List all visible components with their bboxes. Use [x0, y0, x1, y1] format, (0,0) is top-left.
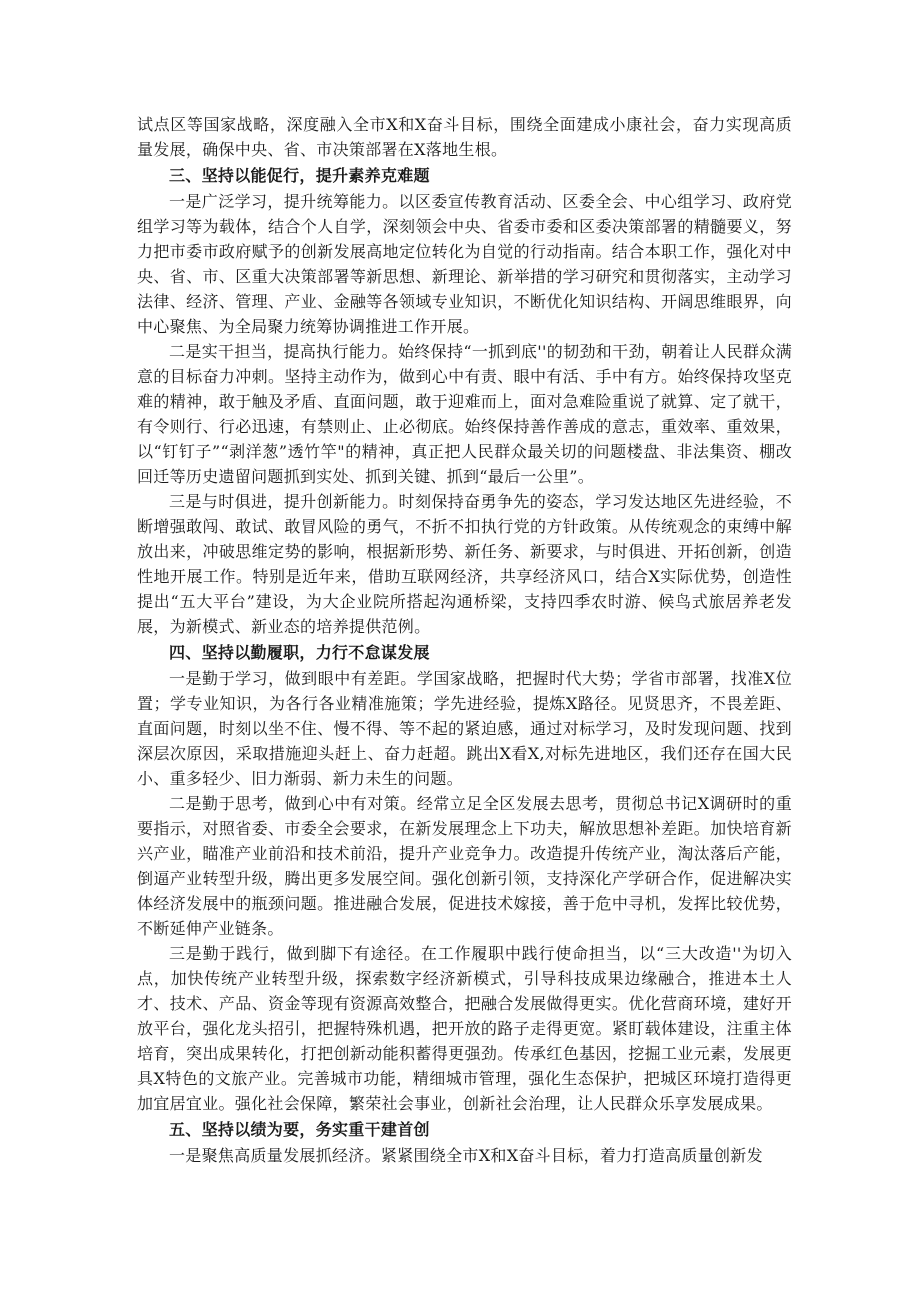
document-page	[137, 112, 792, 1168]
paragraph-5-1: 一是聚焦高质量发展抓经济。紧紧围绕全市X和X奋斗目标，着力打造高质量创新发	[169, 1146, 763, 1165]
section-heading-3: 三、坚持以能促行，提升素养克难题	[169, 166, 430, 185]
paragraph-4-1: 一是勤于学习，做到眼中有差距。学国家战略，把握时代大势；学省市部署，找准X位置；学专业知识，为各行各业精准施策；学先进经验，提炼X路径。见贤思齐，不畏差距、直面问题，时刻以坐不住、慢不得、等不起的紧迫感，通过对标学习，及时发现问题、找到深层次原因，采取措施迎头赶上、奋力赶超。跳出X看X,对标先进地区，我们还存在国大民小、重多轻少、旧力渐弱、新力未生的问题。	[137, 669, 792, 788]
section-heading-5: 五、坚持以绩为要，务实重干建首创	[169, 1120, 430, 1139]
paragraph-3-3: 三是与时俱进，提升创新能力。时刻保持奋勇争先的姿态，学习发达地区先进经验，不断增强敢闯、敢试、敢冒风险的勇气，不折不扣执行党的方针政策。从传统观念的束缚中解放出来，冲破思维定势的影响，根据新形势、新任务、新要求，与时俱进、开拓创新，创造性地开展工作。特别是近年来，借助互联网经济，共享经济风口，结合X实际优势，创造性提出“五大平台”建设，为大企业院所搭起沟通桥梁，支持四季农时游、候鸟式旅居养老发展，为新模式、新业态的培养提供范例。	[137, 492, 792, 636]
paragraph-3-2: 二是实干担当，提高执行能力。始终保持“一抓到底''的韧劲和干劲，朝着让人民群众满意的目标奋力冲刺。坚持主动作为，做到心中有责、眼中有活、手中有方。始终保持攻坚克难的精神，敢于触及矛盾、直面问题，敢于迎难而上，面对急难险重说了就算、定了就干，有令则行、行必迅速，有禁则止、止必彻底。始终保持善作善成的意志，重效率、重效果，以“钉钉子”“剥洋葱”透竹竿"的精神，真正把人民群众最关切的问题楼盘、非法集资、棚改回迁等历史遗留问题抓到实处、抓到关键、抓到“最后一公里”。	[137, 342, 792, 486]
paragraph-3-1: 一是广泛学习，提升统筹能力。以区委宣传教育活动、区委全会、中心组学习、政府党组学习等为载体，结合个人自学，深刻领会中央、省委市委和区委决策部署的精髓要义，努力把市委市政府赋予的创新发展高地定位转化为自觉的行动指南。结合本职工作，强化对中央、省、市、区重大决策部署等新思想、新理论、新举措的学习研究和贯彻落实，主动学习法律、经济、管理、产业、金融等各领域专业知识，不断优化知识结构、开阔思维眼界，向中心聚焦、为全局聚力统筹协调推进工作开展。	[137, 192, 792, 336]
paragraph-4-2: 二是勤于思考，做到心中有对策。经常立足全区发展去思考，贯彻总书记X调研时的重要指示，对照省委、市委全会要求，在新发展理念上下功夫，解放思想补差距。加快培育新兴产业，瞄准产业前沿和技术前沿，提升产业竞争力。改造提升传统产业，淘汰落后产能，倒逼产业转型升级，腾出更多发展空间。强化创新引领，支持深化产学研合作，促进解决实体经济发展中的瓶颈问题。推进融合发展，促进技术嫁接，善于危中寻机，发挥比较优势，不断延伸产业链条。	[137, 794, 792, 938]
paragraph-4-3: 三是勤于践行，做到脚下有途径。在工作履职中践行使命担当，以“三大改造''为切入点，加快传统产业转型升级，探索数字经济新模式，引导科技成果边缘融合，推进本土人才、技术、产品、资金等现有资源高效整合，把融合发展做得更实。优化营商环境，建好开放平台，强化龙头招引，把握特殊机遇，把开放的路子走得更宽。紧盯载体建设，注重主体培育，突出成果转化，打把创新动能积蓄得更强劲。传承红色基因，挖掘工业元素，发展更具X特色的文旅产业。完善城市功能，精细城市管理，强化生态保护，把城区环境打造得更加宜居宜业。强化社会保障，繁荣社会事业，创新社会治理，让人民群众乐享发展成果。	[137, 944, 792, 1113]
paragraph-continued-intro: 试点区等国家战略，深度融入全市X和X奋斗目标，围绕全面建成小康社会，奋力实现高质量发展，确保中央、省、市决策部署在X落地生根。	[137, 115, 792, 159]
section-heading-4: 四、坚持以勤履职，力行不怠谋发展	[169, 643, 430, 662]
